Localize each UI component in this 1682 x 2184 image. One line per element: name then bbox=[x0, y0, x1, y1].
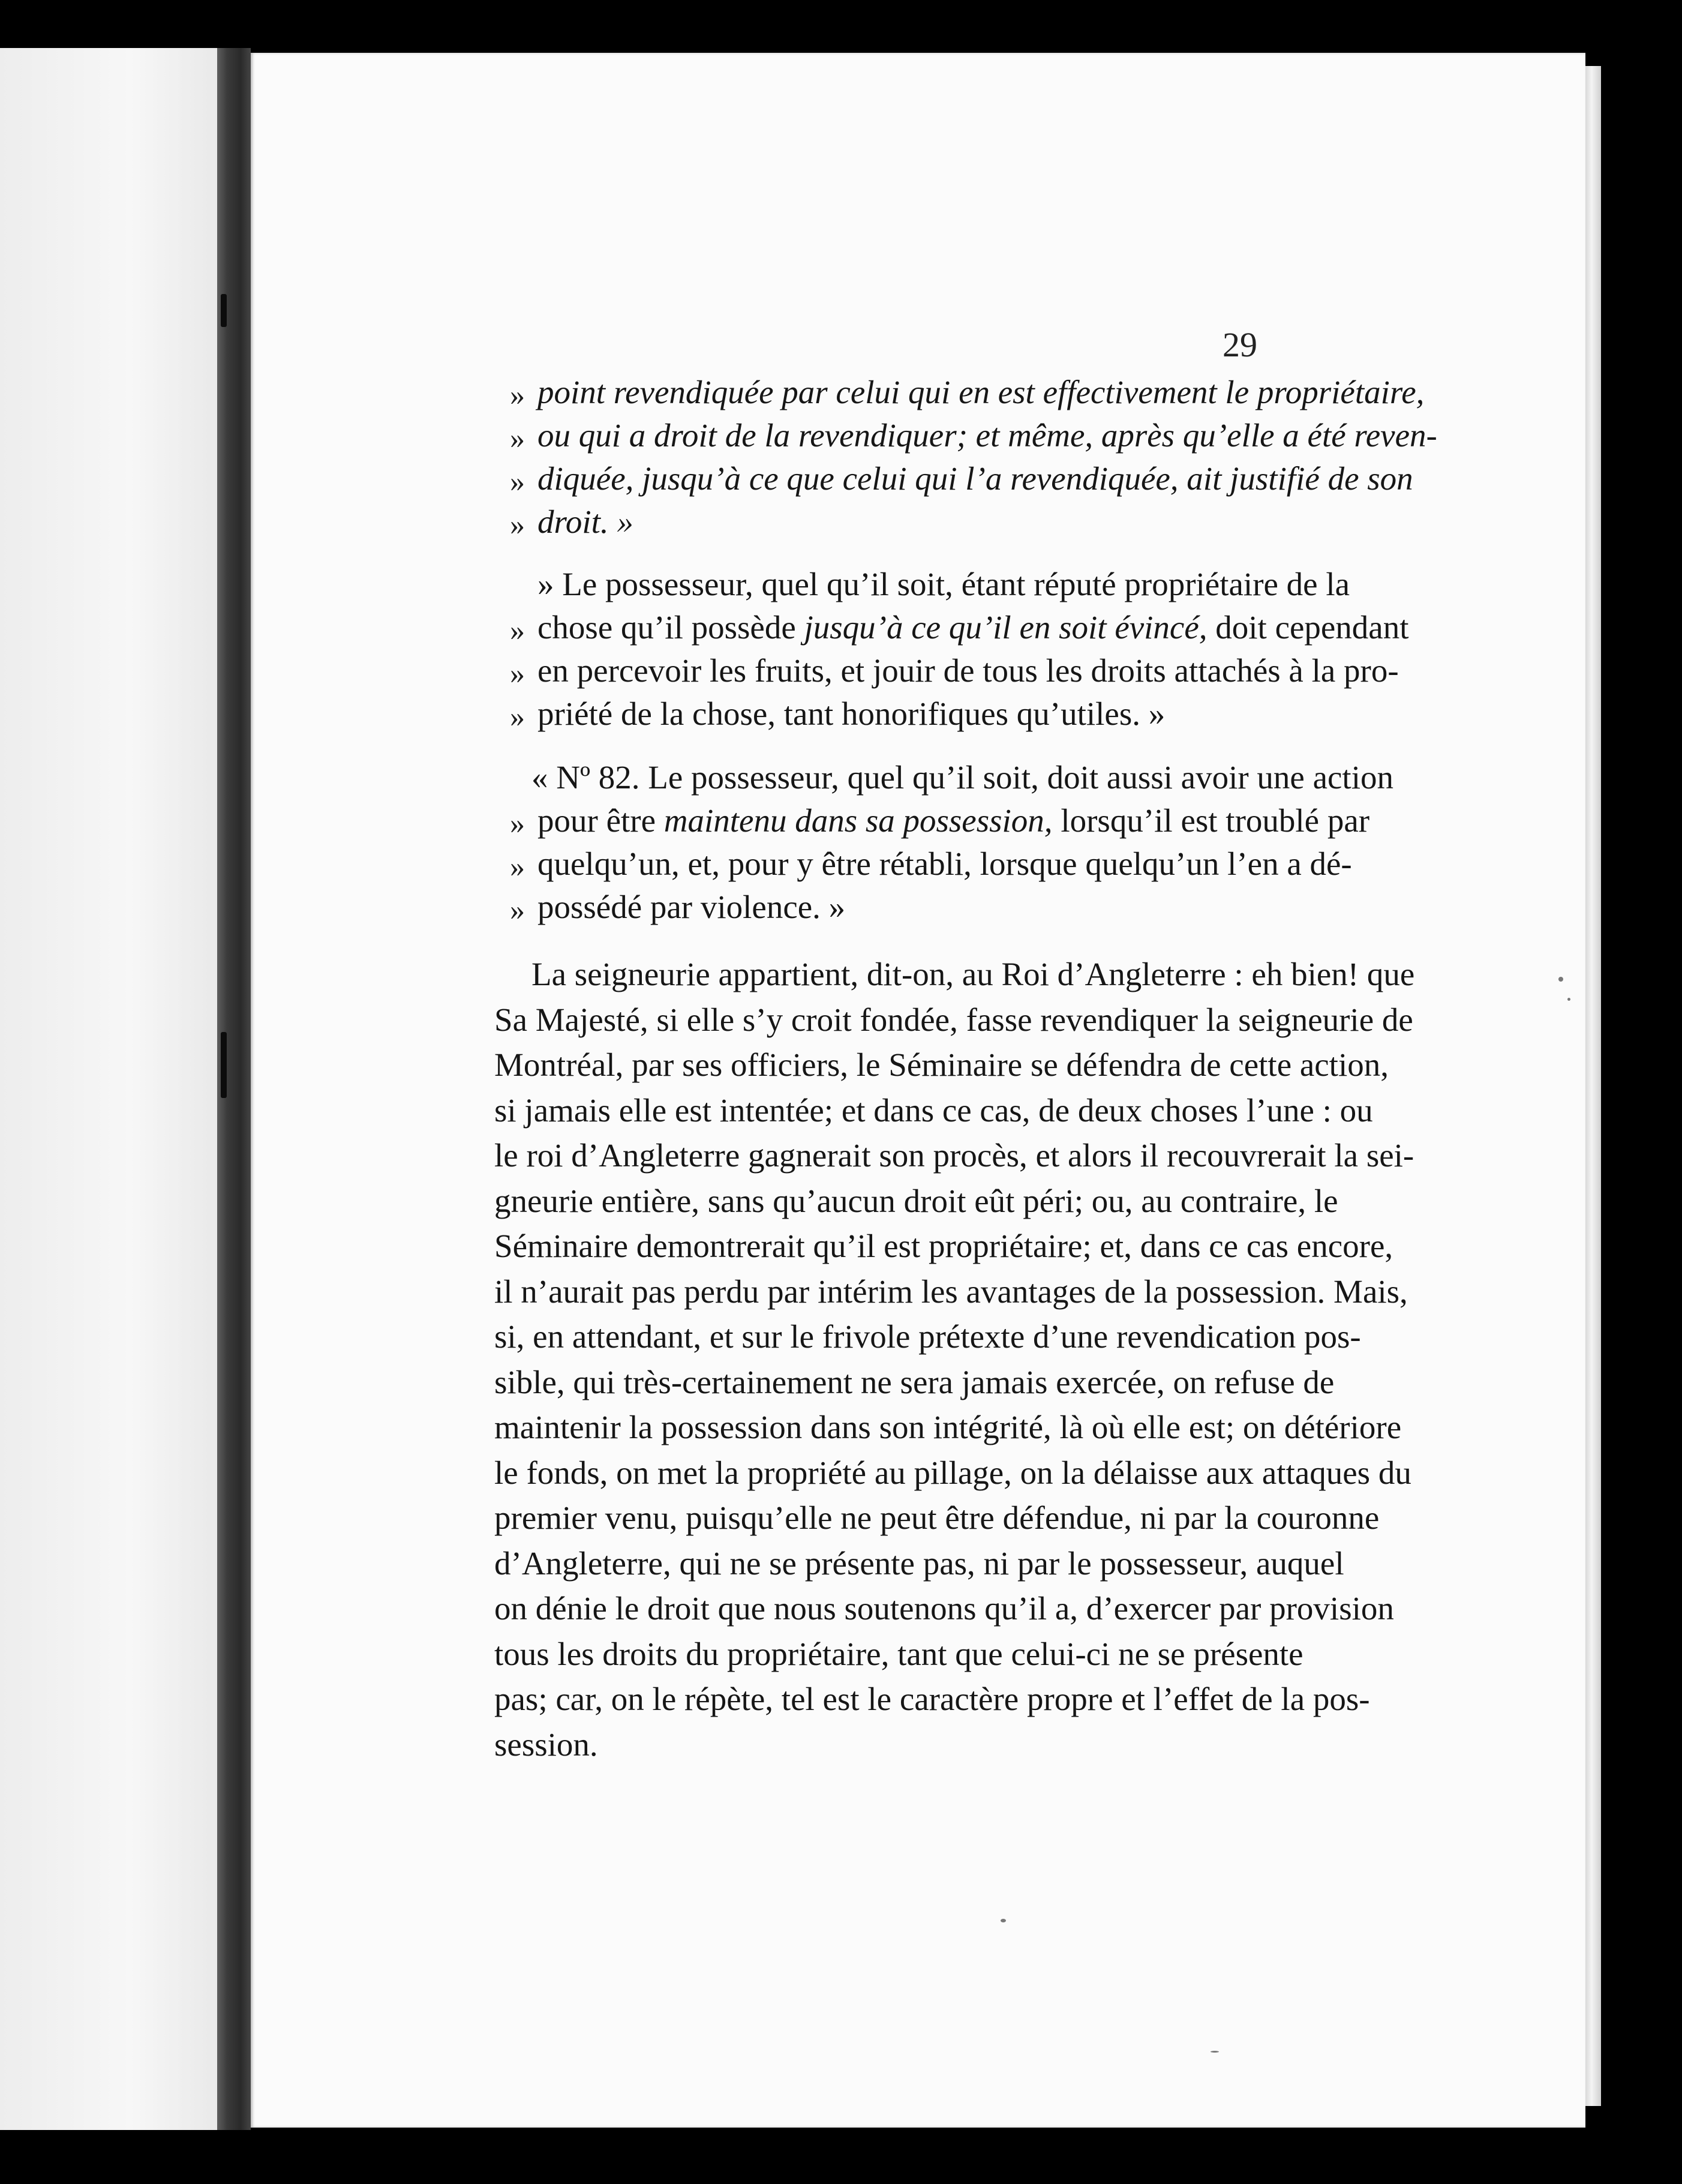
text-line: « Nº 82. Le possesseur, quel qu’il soit, doit aussi avoir une action bbox=[531, 759, 1393, 796]
text-line: premier venu, puisqu’elle ne peut être défendue, ni par la couronne bbox=[494, 1499, 1380, 1536]
text-line: gneurie entière, sans qu’aucun droit eût péri; ou, au contraire, le bbox=[494, 1183, 1338, 1219]
quote-mark: » bbox=[510, 613, 525, 647]
text-line: ou qui a droit de la revendiquer; et même, après qu’elle a été reven- bbox=[537, 417, 1437, 454]
text-line: point revendiquée par celui qui en est effectivement le propriétaire, bbox=[537, 374, 1425, 410]
text-line: on dénie le droit que nous soutenons qu’il a, d’exercer par provision bbox=[494, 1590, 1394, 1627]
text-line: diquée, jusqu’à ce que celui qui l’a revendiquée, ait justifié de son bbox=[537, 460, 1413, 497]
text-line: La seigneurie appartient, dit-on, au Roi d’Angleterre : eh bien! que bbox=[531, 956, 1415, 992]
text-line: le fonds, on met la propriété au pillage, on la délaisse aux attaques du bbox=[494, 1454, 1411, 1491]
quote-mark: » bbox=[510, 656, 525, 690]
dust-speck bbox=[1567, 998, 1570, 1001]
italic-emphasis: maintenu dans sa possession, bbox=[663, 802, 1053, 839]
page-fore-edge bbox=[1585, 66, 1601, 2106]
dust-speck bbox=[1558, 977, 1563, 982]
text-line: il n’aurait pas perdu par intérim les avantages de la possession. Mais, bbox=[494, 1273, 1408, 1310]
text-line: si jamais elle est intentée; et dans ce cas, de deux choses l’une : ou bbox=[494, 1092, 1373, 1129]
text-line: pour être maintenu dans sa possession, lorsqu’il est troublé par bbox=[537, 802, 1370, 839]
dust-speck bbox=[1211, 2051, 1219, 2053]
quote-mark: » bbox=[510, 893, 525, 926]
dust-speck bbox=[1001, 1919, 1006, 1922]
text-line: Sa Majesté, si elle s’y croit fondée, fasse revendiquer la seigneurie de bbox=[494, 1001, 1413, 1038]
text-line: le roi d’Angleterre gagnerait son procès, et alors il recouvrerait la sei- bbox=[494, 1137, 1414, 1174]
text-line: maintenir la possession dans son intégrité, là où elle est; on détériore bbox=[494, 1409, 1402, 1445]
text-line: Séminaire demontrerait qu’il est propriétaire; et, dans ce cas encore, bbox=[494, 1228, 1393, 1264]
text-line: possédé par violence. » bbox=[537, 889, 846, 925]
quote-mark: » bbox=[510, 700, 525, 733]
italic-emphasis: jusqu’à ce qu’il en soit évincé, bbox=[804, 609, 1208, 646]
quote-mark: » bbox=[510, 850, 525, 883]
text-line: session. bbox=[494, 1726, 598, 1763]
text-line: » Le possesseur, quel qu’il soit, étant réputé propriétaire de la bbox=[537, 566, 1350, 602]
text-line: d’Angleterre, qui ne se présente pas, ni par le possesseur, auquel bbox=[494, 1545, 1344, 1582]
text-line: pas; car, on le répète, tel est le caractère propre et l’effet de la pos- bbox=[494, 1681, 1370, 1717]
quote-mark: » bbox=[510, 421, 525, 455]
facing-page-edge bbox=[0, 48, 217, 2130]
text-line: quelqu’un, et, pour y être rétabli, lorsque quelqu’un l’en a dé- bbox=[537, 845, 1352, 882]
text-line: sible, qui très-certainement ne sera jamais exercée, on refuse de bbox=[494, 1364, 1335, 1400]
text-line: en percevoir les fruits, et jouir de tous les droits attachés à la pro- bbox=[537, 652, 1399, 689]
text-line: priété de la chose, tant honorifiques qu’utiles. » bbox=[537, 695, 1166, 732]
text-line: tous les droits du propriétaire, tant que celui-ci ne se présente bbox=[494, 1636, 1303, 1672]
quote-mark: » bbox=[510, 508, 525, 541]
quote-mark: » bbox=[510, 806, 525, 840]
book-spine bbox=[217, 48, 251, 2130]
text-line: droit. » bbox=[537, 503, 633, 540]
text-line: chose qu’il possède jusqu’à ce qu’il en soit évincé, doit cependant bbox=[537, 609, 1409, 646]
quote-mark: » bbox=[510, 378, 525, 412]
document-page bbox=[251, 53, 1585, 2128]
text-line: Montréal, par ses officiers, le Séminaire se défendra de cette action, bbox=[494, 1046, 1389, 1083]
text-line: si, en attendant, et sur le frivole prétexte d’une revendication pos- bbox=[494, 1318, 1361, 1355]
quote-mark: » bbox=[510, 464, 525, 498]
page-number: 29 bbox=[1223, 325, 1257, 364]
